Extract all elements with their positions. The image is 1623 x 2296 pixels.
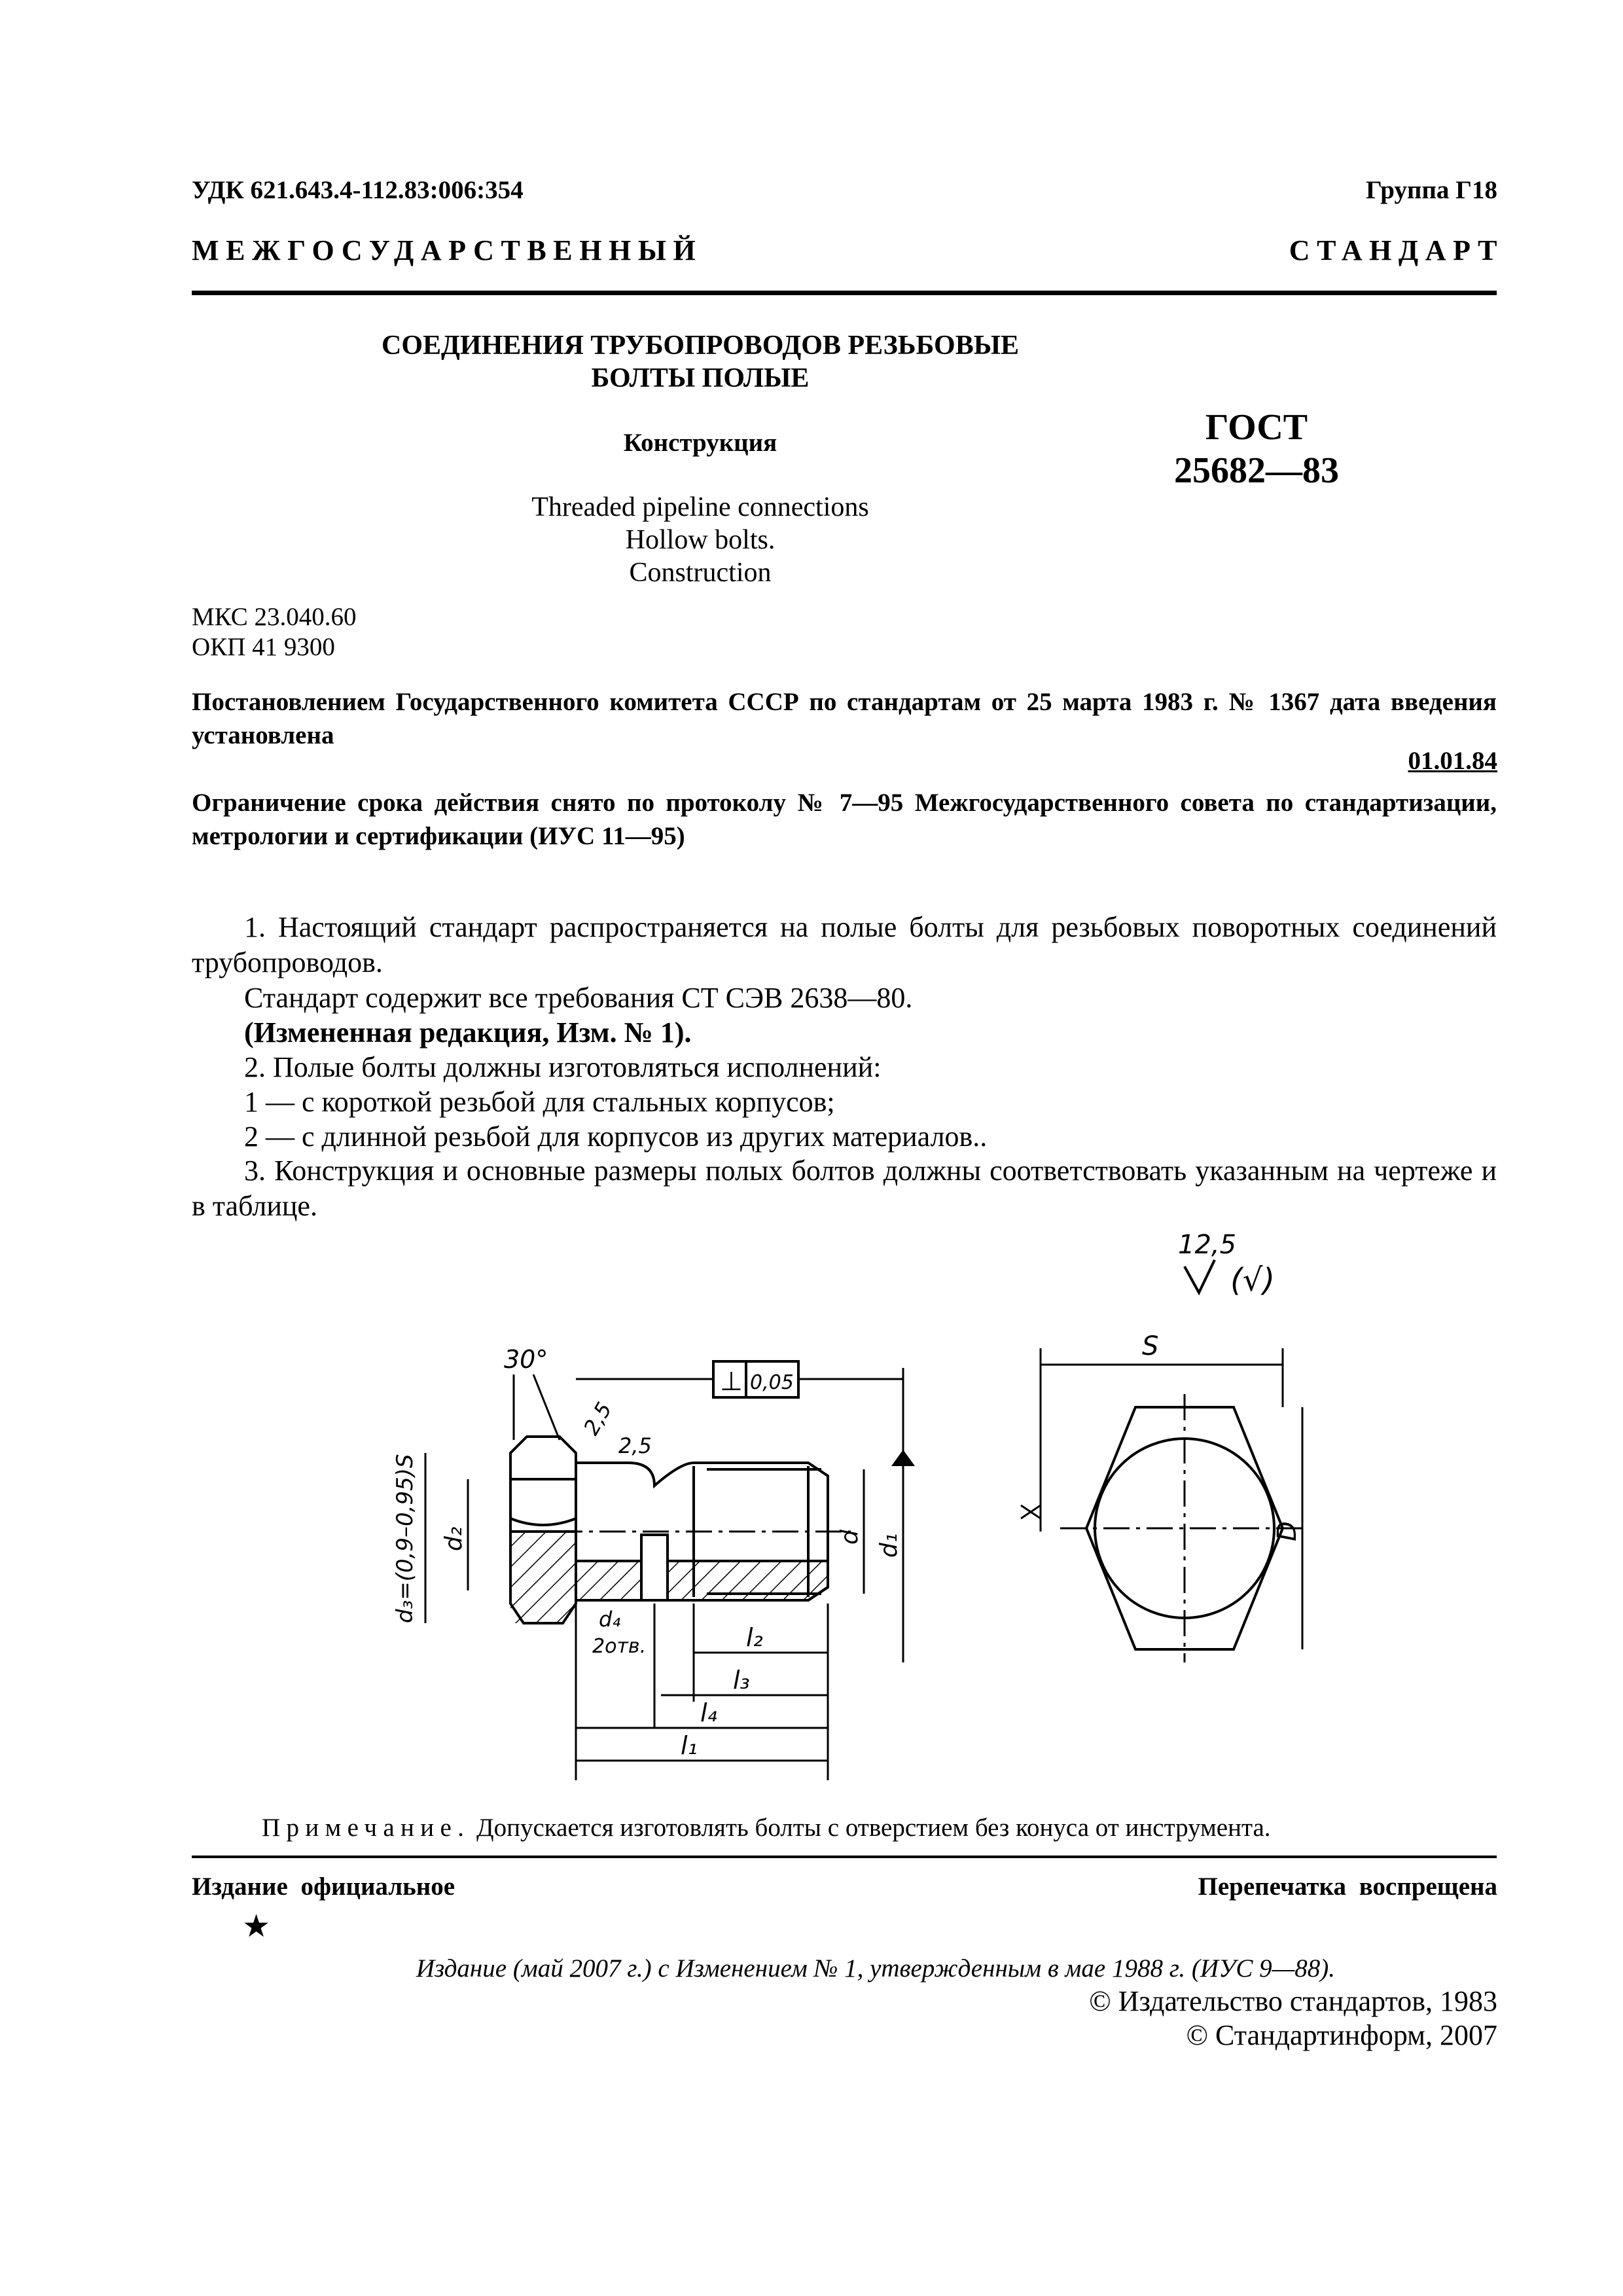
star-icon: ★ [242,1908,271,1945]
title-en-3: Construction [629,558,772,588]
perpendicularity-icon: ⊥ [720,1367,743,1397]
l1-label: l₁ [681,1731,698,1760]
title-subtitle: Конструкция [623,429,777,457]
term-limit-text: Ограничение срока действия снято по протоколу № 7—95 Межгосударственного совета по стандартизации, метрологии и сертификации (ИУС 11—95) [192,789,1497,850]
chamfer-label-2: 2,5 [618,1433,652,1458]
group-code: Группа Г18 [1365,176,1497,204]
d4-label: d₄ [599,1607,621,1632]
d1-label: d₁ [876,1533,902,1558]
shank-hatch [576,1561,828,1600]
decree-date: 01.01.84 [1408,747,1497,775]
s-label: S [1142,1331,1159,1361]
clause-2-type2: 2 — с длинной резьбой для корпусов из других материалов.. [244,1121,988,1153]
reprint-prohibited: Перепечатка воспрещена [1198,1873,1497,1901]
roughness-value: 12,5 [1178,1230,1237,1260]
roughness-check-icon [1185,1260,1215,1293]
cross-hole [641,1535,668,1600]
clause-1: 1. Настоящий стандарт распространяется на полые болты для резьбовых поворотных соединений трубопроводов. [192,911,1497,978]
gost-label: ГОСТ [1205,407,1308,448]
clause-1-revision: (Измененная редакция, Изм. № 1). [244,1016,692,1049]
roughness-paren: (√) [1230,1262,1275,1299]
holes-label: 2отв. [592,1635,647,1658]
udk-code: УДК 621.643.4-112.83:006:354 [192,176,524,204]
d-label: d [836,1530,863,1545]
bolt-drawing [366,1211,1335,1787]
official-edition: Издание официальное [192,1873,455,1901]
gost-number: 25682—83 [1174,450,1339,491]
clause-2-type1: 1 — с короткой резьбой для стальных корпусов; [244,1086,835,1118]
clause-2: 2. Полые болты должны изготовляться исполнений: [244,1051,882,1083]
header-rule [192,291,1497,295]
decree-text: Постановлением Государственного комитета СССР по стандартам от 25 марта 1983 г. № 1367 дата введения установлена [192,688,1497,749]
l2-label: l₂ [746,1623,763,1652]
clause-1-sev: Стандарт содержит все требования СТ СЭВ 2638—80. [244,982,913,1014]
standard-label: СТАНДАРТ [1289,234,1504,266]
d-outer-label: D [1272,1521,1302,1541]
clause-3: 3. Конструкция и основные размеры полых болтов должны соответствовать указанным на чертеже и в таблице. [192,1155,1497,1222]
copyright-1983: © Издательство стандартов, 1983 [1089,1985,1497,2017]
d3-label: d₃=(0,9–0,95)S [392,1454,418,1623]
chamfer-label-1: 2,5 [579,1397,617,1439]
note-label: Примечание. [262,1814,471,1842]
angle-label: 30° [504,1345,548,1374]
title-en-2: Hollow bolts. [625,525,776,555]
edition-info: Издание (май 2007 г.) с Изменением № 1, утвержденным в мае 1988 г. (ИУС 9—88). [416,1954,1335,1982]
interstate-label: МЕЖГОСУДАРСТВЕННЫЙ [192,234,703,266]
copyright-2007: © Стандартинформ, 2007 [1186,2019,1497,2051]
tolerance-frame [576,1361,903,1397]
l4-label: l₄ [700,1698,717,1727]
hex-end-view [1060,1394,1309,1662]
tolerance-value: 0,05 [750,1371,794,1394]
edge-mark-icon [1021,1505,1041,1518]
head-hatch [510,1532,576,1623]
mks-code: МКС 23.040.60 [192,603,357,631]
footer-rule [192,1856,1497,1858]
note [262,1813,1271,1844]
okp-code: ОКП 41 9300 [192,633,335,661]
d2-label: d₂ [440,1526,467,1551]
l3-label: l₃ [733,1666,750,1695]
datum-triangle-icon [891,1450,915,1466]
title-line2: БОЛТЫ ПОЛЫЕ [591,363,810,393]
title-line1: СОЕДИНЕНИЯ ТРУБОПРОВОДОВ РЕЗЬБОВЫЕ [382,331,1019,361]
note-text: Допускается изготовлять болты с отверстием без конуса от инструмента. [476,1814,1271,1842]
title-en-1: Threaded pipeline connections [531,492,869,522]
